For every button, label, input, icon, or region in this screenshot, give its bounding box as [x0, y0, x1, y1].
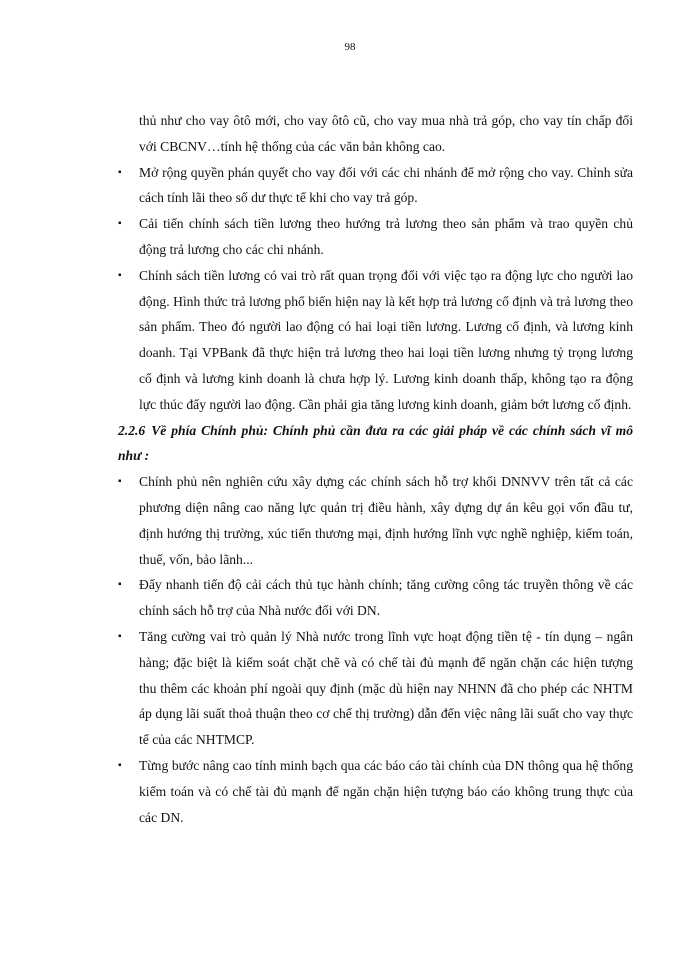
- list-item: [118, 572, 633, 624]
- list-item-text: Cải tiến chính sách tiền lương theo hướng trả lương theo sản phẩm và trao quyền chủ động trả lương cho các chi nhánh.: [139, 216, 633, 257]
- section-number: 2.2.6: [118, 422, 146, 438]
- list-item-text: Mở rộng quyền phán quyết cho vay đối với các chi nhánh để mở rộng cho vay. Chỉnh sửa cách tính lãi theo số dư thực tế khi cho vay trả góp.: [139, 164, 633, 206]
- list-item-text: Chính phủ nên nghiên cứu xây dựng các chính sách hỗ trợ khối DNNVV trên tất cả các phương diện nâng cao năng lực quản trị điều hành, xây dựng dự án kêu gọi vốn đầu tư, định hướng thị trường, xúc tiến thương mại, định hướng lĩnh vực nghề nghiệp, kiểm toán, thuế, vốn, bảo lãnh...: [139, 474, 633, 567]
- continuation-paragraph: thủ như cho vay ôtô mới, cho vay ôtô cũ, cho vay mua nhà trả góp, cho vay tín chấp đối với CBCNV…tính hệ thống của các văn bản không cao.: [139, 113, 633, 154]
- list-item: [118, 753, 633, 830]
- list-item-text: Từng bước nâng cao tính minh bạch qua các báo cáo tài chính của DN thông qua hệ thống kiểm toán và có chế tài đủ mạnh để ngăn chặn hiện tượng báo cáo không trung thực của các DN.: [139, 757, 633, 825]
- list-item-text: Đẩy nhanh tiến độ cải cách thủ tục hành chính; tăng cường công tác truyền thông về các chính sách hỗ trợ của Nhà nước đối với DN.: [139, 577, 633, 619]
- bullet-icon: ▪: [118, 218, 122, 230]
- section-title: Về phía Chính phủ: Chính phủ cần đưa ra các giải pháp về các chính sách vĩ mô như :: [118, 422, 633, 464]
- list-item: [118, 263, 633, 418]
- list-item: [118, 469, 633, 572]
- bullet-icon: ▪: [118, 579, 122, 591]
- document-body: [118, 108, 633, 830]
- bullet-icon: ▪: [118, 166, 122, 178]
- page-number: 98: [344, 41, 356, 53]
- bullet-icon: ▪: [118, 476, 122, 488]
- list-item: [118, 160, 633, 212]
- list-item: [118, 211, 633, 263]
- list-item-text: Tăng cường vai trò quản lý Nhà nước trong lĩnh vực hoạt động tiền tệ - tín dụng – ngân hàng; đặc biệt là kiểm soát chặt chẽ và có chế tài đủ mạnh để ngăn chặn các hiện tượng thu thêm các khoản phí ngoài quy định (mặc dù hiện nay NHNN đã cho phép các NHTM áp dụng lãi suất thoả thuận theo cơ chế thị trường) dẫn đến việc nâng lãi suất cho vay thực tế của các NHTMCP.: [139, 628, 633, 748]
- bullet-icon: ▪: [118, 269, 122, 281]
- list-item: [118, 624, 633, 753]
- bullet-icon: ▪: [118, 759, 122, 771]
- list-item-text: Chính sách tiền lương có vai trò rất quan trọng đối với việc tạo ra động lực cho người lao động. Hình thức trả lương phổ biến hiện nay là kết hợp trả lương cố định và trả lương theo sản phẩm. Theo đó người lao động có hai loại tiền lương. Lương cố định, và lương kinh doanh. Tại VPBank đã thực hiện trả lương theo hai loại tiền lương nhưng tỷ trọng lương cố định và lương kinh doanh là chưa hợp lý. Lương kinh doanh thấp, không tạo ra động lực thúc đẩy người lao động. Cần phải gia tăng lương kinh doanh, giảm bớt lương cố định.: [139, 267, 633, 412]
- bullet-icon: ▪: [118, 630, 122, 642]
- section-heading: [118, 418, 633, 470]
